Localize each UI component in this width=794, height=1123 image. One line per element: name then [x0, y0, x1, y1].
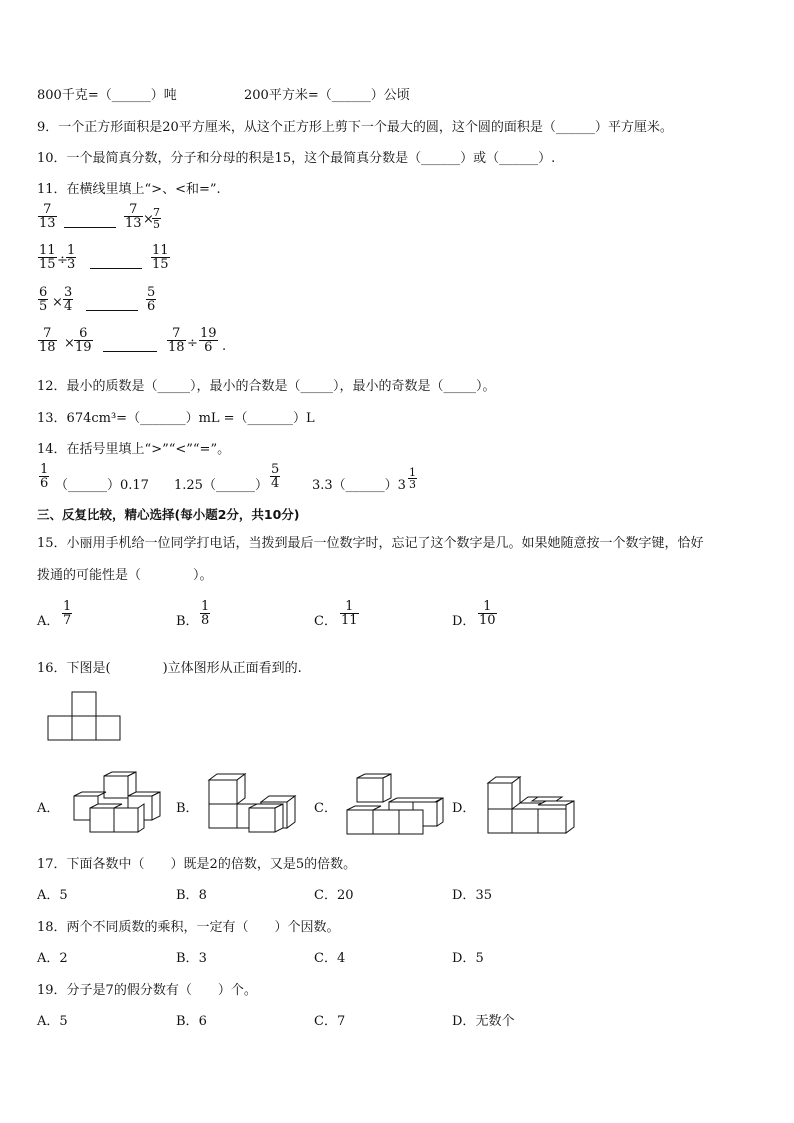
option-b[interactable] [176, 884, 207, 903]
period: . [222, 339, 227, 354]
option-letter: A． [37, 888, 60, 903]
option-c[interactable] [314, 1010, 345, 1029]
fraction: $\frac{6}{19}$ [75, 326, 92, 355]
fraction: $\frac{11}{15}$ [152, 243, 169, 272]
divide-operator: ÷ [57, 253, 68, 268]
question-19: 19．分子是7的假分数有（ ）个。 [37, 983, 257, 998]
option-b-fraction: $\frac{1}{8}$ [201, 599, 210, 628]
option-text: 8 [198, 888, 207, 903]
option-letter: B． [176, 888, 199, 903]
question-15-line-1: 15．小丽用手机给一位同学打电话，当拨到最后一位数字时，忘记了这个数字是几。如果她随意按一个数字键，恰好 [37, 536, 704, 551]
option-d[interactable] [452, 1010, 514, 1029]
option-text: 6 [198, 1014, 207, 1029]
fraction: $\frac{7}{18}$ [39, 326, 56, 355]
option-b-label[interactable]: B． [176, 614, 199, 629]
fraction: $\frac{7}{13}$ [39, 202, 56, 231]
option-b[interactable] [176, 947, 207, 966]
option-text: 20 [336, 888, 354, 903]
fraction: $\frac{1}{3}$ [409, 466, 416, 491]
option-a-cube-figure[interactable] [72, 770, 162, 834]
fraction: $\frac{6}{5}$ [39, 285, 48, 314]
fraction: $\frac{7}{18}$ [168, 326, 185, 355]
option-letter: D． [452, 888, 476, 903]
fraction: $\frac{11}{15}$ [39, 243, 56, 272]
option-d-cube-figure[interactable] [486, 775, 576, 835]
option-letter: A． [37, 951, 60, 966]
option-d[interactable] [452, 947, 484, 966]
option-d-label[interactable]: D． [452, 801, 476, 816]
option-c-fraction: $\frac{1}{11}$ [341, 599, 358, 628]
fraction: $\frac{5}{6}$ [147, 285, 156, 314]
option-letter: B． [176, 1014, 199, 1029]
fraction: $\frac{1}{3}$ [67, 243, 76, 272]
option-b[interactable] [176, 1010, 207, 1029]
option-c[interactable] [314, 947, 345, 966]
option-letter: D． [452, 951, 476, 966]
fraction: $\frac{19}{6}$ [200, 326, 217, 355]
section-3-heading: 三、反复比较，精心选择(每小题2分，共10分) [37, 507, 300, 522]
question-16: 16．下图是( )立体图形从正面看到的. [37, 661, 302, 676]
option-d-label[interactable]: D． [452, 614, 476, 629]
option-text: 5 [475, 951, 484, 966]
option-text: 35 [475, 888, 492, 903]
times-operator: × [52, 295, 63, 310]
option-d-fraction: $\frac{1}{10}$ [479, 599, 496, 628]
option-d[interactable] [452, 884, 492, 903]
compare-3: 3.3（______）3 [312, 478, 406, 493]
compare-1: （______）0.17 [55, 478, 149, 493]
option-letter: C． [314, 888, 337, 903]
option-letter: D． [452, 1014, 476, 1029]
option-letter: C． [314, 1014, 337, 1029]
fraction: $\frac{7}{5}$ [153, 206, 160, 231]
question-10: 10．一个最简真分数，分子和分母的积是15，这个最简真分数是（______）或（______）. [37, 151, 556, 166]
option-text: 7 [336, 1014, 346, 1029]
fraction: $\frac{3}{4}$ [64, 285, 73, 314]
option-b-cube-figure[interactable] [205, 772, 297, 834]
question-9: 9．一个正方形面积是20平方厘米，从这个正方形上剪下一个最大的圆，这个圆的面积是（______）平方厘米。 [37, 120, 673, 135]
answer-blank-line[interactable] [86, 310, 138, 311]
option-text: 4 [336, 951, 346, 966]
option-c-label[interactable]: C． [314, 801, 337, 816]
option-b-label[interactable]: B． [176, 801, 199, 816]
conversion-sqm-hectare: 200平方米=（______）公顷 [244, 88, 410, 103]
option-a[interactable] [37, 1010, 68, 1029]
fraction: $\frac{5}{4}$ [271, 462, 280, 491]
fraction: $\frac{1}{6}$ [40, 462, 49, 491]
question-11: 11．在横线里填上“>、<和=”. [37, 182, 221, 197]
option-text: 2 [59, 951, 68, 966]
option-c-cube-figure[interactable] [345, 772, 445, 836]
option-letter: C． [314, 951, 337, 966]
question-14: 14．在括号里填上“>”“<”“=”。 [37, 442, 231, 457]
question-18: 18．两个不同质数的乘积，一定有（ ）个因数。 [37, 920, 340, 935]
option-text: 3 [198, 951, 207, 966]
fraction: $\frac{7}{13}$ [125, 202, 142, 231]
divide-operator: ÷ [187, 336, 198, 351]
conversion-kg-ton: 800千克=（______）吨 [37, 88, 177, 103]
times-operator: × [143, 212, 154, 227]
question-12: 12．最小的质数是（_____），最小的合数是（_____），最小的奇数是（_____）。 [37, 379, 496, 394]
option-c-label[interactable]: C． [314, 614, 337, 629]
question-17: 17．下面各数中（ ）既是2的倍数，又是5的倍数。 [37, 857, 357, 872]
option-text: 5 [59, 1014, 68, 1029]
option-a[interactable] [37, 884, 68, 903]
question-13: 13．674cm³=（_______）mL =（_______）L [37, 411, 315, 426]
question-15-line-2: 拨通的可能性是（ ）。 [37, 568, 213, 583]
option-text: 无数个 [475, 1014, 515, 1029]
option-a-fraction: $\frac{1}{7}$ [63, 599, 72, 628]
answer-blank-line[interactable] [90, 268, 142, 269]
answer-blank-line[interactable] [103, 351, 157, 352]
option-c[interactable] [314, 884, 354, 903]
option-letter: B． [176, 951, 199, 966]
option-a-label[interactable]: A． [37, 801, 60, 816]
compare-2: 1.25（______） [174, 478, 268, 493]
front-view-figure [46, 690, 126, 744]
option-a[interactable] [37, 947, 68, 966]
option-text: 5 [59, 888, 68, 903]
times-operator: × [64, 336, 75, 351]
option-a-label[interactable]: A． [37, 614, 60, 629]
option-letter: A． [37, 1014, 60, 1029]
answer-blank-line[interactable] [64, 227, 116, 228]
